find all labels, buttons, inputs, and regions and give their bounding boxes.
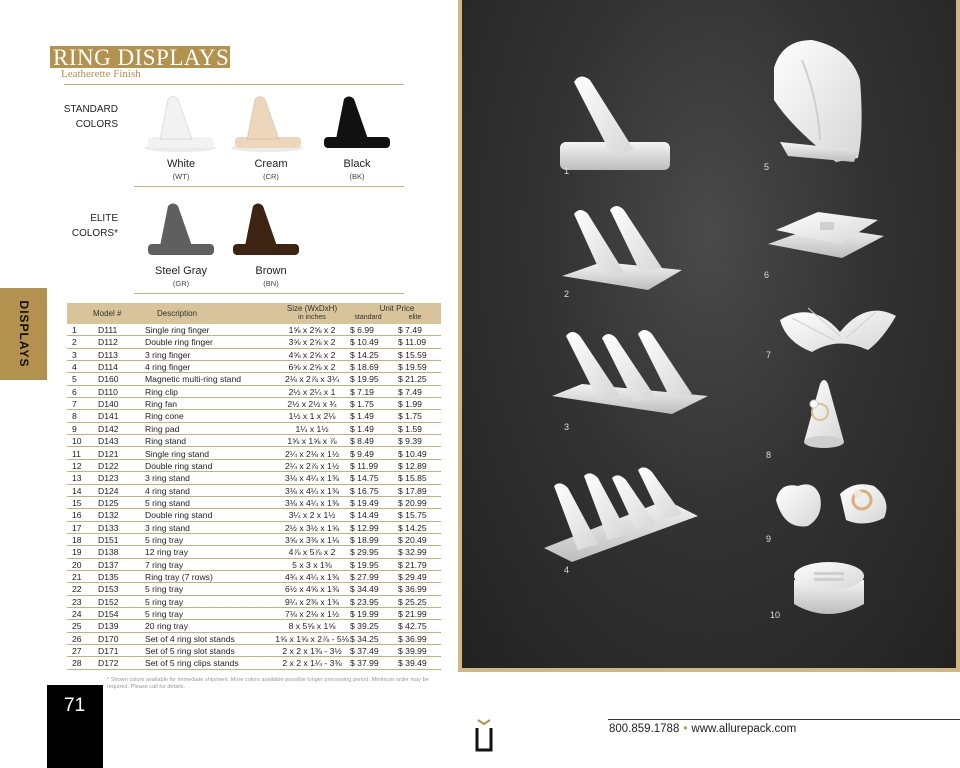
page-number: 71 <box>64 695 86 716</box>
price-standard: $ 14.49 <box>350 510 379 521</box>
price-standard: $ 19.99 <box>350 609 379 620</box>
description: 4 ring stand <box>145 485 190 496</box>
photo-label-5: 5 <box>764 162 770 172</box>
table-header <box>67 303 441 324</box>
price-elite: $ 1.99 <box>398 399 422 410</box>
price-standard: $ 1.49 <box>350 411 374 422</box>
size: 2¼ x 2⅛ x 1½ <box>285 448 339 459</box>
product-double-ring-finger <box>562 206 682 290</box>
model-number: D138 <box>98 547 119 558</box>
price-standard: $ 23.95 <box>350 596 379 607</box>
row-number: 15 <box>72 497 82 508</box>
row-number: 11 <box>72 448 81 459</box>
size: 7⅛ x 2⅛ x 1½ <box>285 609 339 620</box>
price-standard: $ 10.49 <box>350 337 379 348</box>
table-row <box>67 423 441 435</box>
product-ring-stand <box>840 484 886 523</box>
swatch-code-brown: (BN) <box>263 279 279 288</box>
price-standard: $ 9.49 <box>350 448 374 459</box>
model-number: D140 <box>98 399 119 410</box>
footer-contact <box>609 723 796 735</box>
row-number: 4 <box>72 362 77 373</box>
price-standard: $ 19.95 <box>350 374 379 385</box>
size: 2 x 2 x 1¼ - 3⅜ <box>282 658 342 669</box>
size: 8 x 5⅝ x 1⅝ <box>288 621 336 632</box>
table-row <box>67 485 441 497</box>
size: 1⅝ x 1⅝ x ⅞ <box>287 436 337 447</box>
price-elite: $ 20.99 <box>398 497 427 508</box>
table-row <box>67 324 441 336</box>
price-elite: $ 11.09 <box>398 337 427 348</box>
size: 2 x 2 x 1⅜ - 3½ <box>282 646 342 657</box>
price-standard: $ 34.49 <box>350 584 379 595</box>
size: 4¾ x 4¼ x 1⅜ <box>285 572 339 582</box>
row-number: 9 <box>72 423 77 434</box>
price-standard: $ 29.95 <box>350 547 379 558</box>
swatch-name-white: White <box>166 158 196 170</box>
table-row <box>67 472 441 484</box>
row-number: 25 <box>72 621 82 632</box>
row-number: 2 <box>72 337 77 348</box>
swatch-white <box>140 95 220 155</box>
size: 9¼ x 2⅜ x 1⅜ <box>285 596 339 607</box>
page-number-box <box>47 685 103 768</box>
product-3-ring-finger <box>552 330 708 414</box>
table-row <box>67 633 441 645</box>
size: 3⅝ x 2⅝ x 2 <box>288 337 336 348</box>
header-model: Model # <box>93 309 122 318</box>
description: Set of 5 ring slot stands <box>145 646 235 657</box>
price-standard: $ 34.25 <box>350 633 379 644</box>
size: 1⅝ x 1⅝ x 2⅞ - 5⅛ <box>275 633 349 644</box>
price-standard: $ 27.99 <box>350 572 379 582</box>
swatch-name-black: Black <box>343 158 371 170</box>
model-number: D123 <box>98 473 119 484</box>
swatch-cream <box>227 95 307 155</box>
model-number: D135 <box>98 572 119 582</box>
product-magnetic-multi-ring-stand <box>774 40 862 162</box>
description: Ring tray (7 rows) <box>145 572 213 582</box>
model-number: D114 <box>98 362 118 373</box>
price-standard: $ 1.75 <box>350 399 374 410</box>
swatch-name-steel-gray: Steel Gray <box>155 265 207 277</box>
table-row <box>67 361 441 373</box>
table-row <box>67 583 441 595</box>
model-number: D132 <box>98 510 119 521</box>
model-number: D141 <box>98 411 119 422</box>
row-number: 22 <box>72 584 82 595</box>
price-elite: $ 19.59 <box>398 362 427 373</box>
page-subtitle: Leatherette Finish <box>61 68 141 80</box>
price-elite: $ 12.89 <box>398 460 427 471</box>
price-elite: $ 7.49 <box>398 325 422 335</box>
header-size-unit: in inches <box>298 314 326 321</box>
product-single-ring-stand <box>794 562 864 614</box>
row-number: 12 <box>72 460 82 471</box>
description: 3 ring stand <box>145 473 190 484</box>
table-row <box>67 645 441 657</box>
description: 5 ring stand <box>145 497 190 508</box>
price-elite: $ 1.59 <box>398 423 422 434</box>
price-standard: $ 6.99 <box>350 325 374 335</box>
price-standard: $ 39.25 <box>350 621 379 632</box>
row-number: 23 <box>72 596 82 607</box>
price-elite: $ 21.25 <box>398 374 427 385</box>
model-number: D125 <box>98 497 119 508</box>
table-row <box>67 349 441 361</box>
swatch-name-cream: Cream <box>254 158 288 170</box>
description: Ring stand <box>145 436 187 447</box>
size: 5 x 3 x 1⅜ <box>292 559 332 570</box>
price-standard: $ 8.49 <box>350 436 374 447</box>
header-standard: standard <box>354 314 382 321</box>
price-elite: $ 21.99 <box>398 609 427 620</box>
size: 3⅛ x 4¼ x 1⅜ <box>285 473 339 484</box>
row-number: 6 <box>72 386 77 397</box>
price-elite: $ 29.49 <box>398 572 427 582</box>
price-standard: $ 37.49 <box>350 646 379 657</box>
price-standard: $ 16.75 <box>350 485 379 496</box>
size: 2½ x 2¼ x 1 <box>288 386 336 397</box>
model-number: D121 <box>98 448 119 459</box>
product-photo-frame <box>458 0 960 672</box>
product-4-ring-finger <box>544 467 698 562</box>
model-number: D137 <box>98 559 119 570</box>
model-number: D171 <box>98 646 119 657</box>
description: Single ring finger <box>145 325 210 335</box>
row-number: 21 <box>72 572 82 582</box>
swatch-steel-gray <box>140 202 220 262</box>
table-row <box>67 596 441 608</box>
divider <box>64 84 404 85</box>
model-number: D142 <box>98 423 119 434</box>
description: 5 ring tray <box>145 534 184 545</box>
description: 4 ring finger <box>145 362 191 373</box>
description: 3 ring finger <box>145 349 191 360</box>
size: 2¼ x 2⅞ x 1½ <box>285 460 339 471</box>
model-number: D172 <box>98 658 119 669</box>
divider <box>134 293 404 294</box>
size: 4⅝ x 2⅝ x 2 <box>288 349 336 360</box>
table-row <box>67 620 441 632</box>
row-number: 10 <box>72 436 82 447</box>
price-elite: $ 25.25 <box>398 596 427 607</box>
row-number: 28 <box>72 658 82 669</box>
size: 1⅝ x 2⅝ x 2 <box>288 325 336 335</box>
model-number: D122 <box>98 460 119 471</box>
row-number: 7 <box>72 399 77 410</box>
row-number: 20 <box>72 559 82 570</box>
product-single-ring-finger <box>560 76 670 170</box>
model-number: D170 <box>98 633 119 644</box>
price-standard: $ 7.19 <box>350 386 374 397</box>
photo-label-9: 9 <box>766 534 772 544</box>
price-standard: $ 18.69 <box>350 362 379 373</box>
table-row <box>67 435 441 447</box>
table-row <box>67 608 441 620</box>
description: 3 ring stand <box>145 522 190 533</box>
table-row <box>67 657 441 669</box>
description: Ring cone <box>145 411 184 422</box>
size: 3⅝ x 3⅜ x 1⅛ <box>285 534 339 545</box>
header-elite: elite <box>408 314 422 321</box>
section-tab-label: DISPLAYS <box>17 300 31 368</box>
title-bar <box>50 46 230 68</box>
table-row <box>67 571 441 583</box>
row-number: 1 <box>72 325 77 335</box>
size: 3¼ x 2 x 1½ <box>288 510 336 521</box>
price-elite: $ 15.75 <box>398 510 427 521</box>
price-standard: $ 11.99 <box>350 460 379 471</box>
model-number: D112 <box>98 337 118 348</box>
price-elite: $ 21.79 <box>398 559 427 570</box>
row-number: 14 <box>72 485 82 496</box>
price-elite: $ 20.49 <box>398 534 427 545</box>
description: 7 ring tray <box>145 559 184 570</box>
photo-label-8: 8 <box>766 450 772 460</box>
model-number: D139 <box>98 621 119 632</box>
model-number: D154 <box>98 609 119 620</box>
price-elite: $ 36.99 <box>398 584 427 595</box>
row-number: 3 <box>72 349 77 360</box>
price-elite: $ 32.99 <box>398 547 427 558</box>
model-number: D153 <box>98 584 119 595</box>
photo-label-7: 7 <box>766 350 772 360</box>
size: 1¼ x 1½ <box>295 423 329 434</box>
size: 2⅛ x 2⅞ x 3¼ <box>285 374 339 385</box>
row-number: 19 <box>72 547 82 558</box>
description: Ring clip <box>145 386 178 397</box>
footnote: * Shown colors available for immediate shipment. More colors available possible longer processing period. Minimum order may be required. Please call for details. <box>107 677 429 690</box>
price-elite: $ 14.25 <box>398 522 427 533</box>
footer-rule <box>608 719 960 720</box>
price-elite: $ 9.39 <box>398 436 422 447</box>
price-elite: $ 1.75 <box>398 411 422 422</box>
table-row <box>67 410 441 422</box>
product-ring-pad <box>776 484 821 526</box>
section-tab <box>0 288 47 380</box>
brand-logo <box>472 718 496 752</box>
elite-colors-label: ELITE COLORS* <box>71 213 118 239</box>
photo-label-6: 6 <box>764 270 770 280</box>
table-row <box>67 546 441 558</box>
model-number: D110 <box>98 386 118 397</box>
table-row <box>67 373 441 385</box>
table-row <box>67 386 441 398</box>
swatch-code-cream: (CR) <box>263 172 279 181</box>
description: Double ring stand <box>145 510 213 521</box>
photo-label-3: 3 <box>564 422 570 432</box>
price-elite: $ 42.75 <box>398 621 427 632</box>
description: Double ring finger <box>145 337 213 348</box>
row-number: 13 <box>72 473 82 484</box>
row-number: 27 <box>72 646 82 657</box>
size: 6⅝ x 2⅝ x 2 <box>288 362 336 373</box>
swatch-code-steel-gray: (GR) <box>172 279 190 288</box>
price-elite: $ 10.49 <box>398 448 427 459</box>
size: 2½ x 3½ x 1⅝ <box>285 522 339 533</box>
table-row <box>67 559 441 571</box>
price-standard: $ 14.75 <box>350 473 379 484</box>
description: Magnetic multi-ring stand <box>145 374 242 385</box>
price-elite: $ 39.49 <box>398 658 427 669</box>
header-description: Description <box>157 309 198 318</box>
table-row <box>67 509 441 521</box>
footer-separator: • <box>683 723 688 735</box>
description: 20 ring tray <box>145 621 188 632</box>
product-ring-cone <box>804 380 844 448</box>
price-standard: $ 19.95 <box>350 559 379 570</box>
price-elite: $ 39.99 <box>398 646 427 657</box>
row-number: 26 <box>72 633 82 644</box>
table-row <box>67 336 441 348</box>
price-standard: $ 19.49 <box>350 497 379 508</box>
size: 4⅞ x 5⅞ x 2 <box>288 547 336 558</box>
swatch-black <box>316 95 396 155</box>
description: 5 ring tray <box>145 584 184 595</box>
size: 2½ x 2½ x ¾ <box>287 399 337 410</box>
swatch-brown <box>225 202 305 262</box>
table-row <box>67 398 441 410</box>
model-number: D151 <box>98 534 119 545</box>
table-row <box>67 448 441 460</box>
table-row <box>67 497 441 509</box>
divider <box>134 186 404 187</box>
photo-label-10: 10 <box>770 610 781 620</box>
row-number: 24 <box>72 609 82 620</box>
description: Set of 5 ring clips stands <box>145 658 239 669</box>
photo-label-1: 1 <box>564 166 570 176</box>
description: Ring pad <box>145 423 180 434</box>
row-number: 18 <box>72 534 82 545</box>
price-elite: $ 36.99 <box>398 633 427 644</box>
model-number: D133 <box>98 522 119 533</box>
model-number: D111 <box>98 325 118 335</box>
product-photo <box>462 0 956 668</box>
price-elite: $ 17.89 <box>398 485 427 496</box>
price-standard: $ 18.99 <box>350 534 379 545</box>
product-ring-clip <box>768 212 884 258</box>
price-elite: $ 7.49 <box>398 386 422 397</box>
product-ring-fan <box>780 308 896 352</box>
table-row <box>67 534 441 546</box>
photo-label-2: 2 <box>564 289 570 299</box>
size: 3⅛ x 4¼ x 1⅜ <box>285 497 339 508</box>
row-number: 16 <box>72 510 82 521</box>
size: 3⅛ x 4¼ x 1⅜ <box>285 485 339 496</box>
model-number: D160 <box>98 374 119 385</box>
table-row <box>67 522 441 534</box>
footer-website: www.allurepack.com <box>691 723 797 735</box>
price-standard: $ 37.99 <box>350 658 379 669</box>
description: Ring fan <box>145 399 178 410</box>
photo-label-4: 4 <box>564 565 570 575</box>
price-elite: $ 15.85 <box>398 473 427 484</box>
description: 5 ring tray <box>145 609 184 620</box>
description: Single ring stand <box>145 448 210 459</box>
row-number: 17 <box>72 522 82 533</box>
size: 1½ x 1 x 2⅛ <box>288 411 336 422</box>
price-elite: $ 15.59 <box>398 349 427 360</box>
standard-colors-label: STANDARD COLORS <box>63 104 118 130</box>
model-number: D113 <box>98 349 118 360</box>
model-number: D152 <box>98 596 119 607</box>
swatch-code-white: (WT) <box>172 172 190 181</box>
price-standard: $ 12.99 <box>350 522 379 533</box>
header-size: Size (WxDxH) <box>286 304 338 313</box>
size: 6½ x 4⅝ x 1⅜ <box>285 584 339 595</box>
price-standard: $ 14.25 <box>350 349 379 360</box>
description: 12 ring tray <box>145 547 188 558</box>
model-number: D143 <box>98 436 119 447</box>
table-row <box>67 460 441 472</box>
row-number: 8 <box>72 411 77 422</box>
swatch-name-brown: Brown <box>255 265 287 277</box>
description: 5 ring tray <box>145 596 184 607</box>
footer-phone: 800.859.1788 <box>609 723 680 735</box>
price-standard: $ 1.49 <box>350 423 374 434</box>
model-number: D124 <box>98 485 119 496</box>
row-number: 5 <box>72 374 77 385</box>
header-unit-price: Unit Price <box>379 304 415 313</box>
description: Set of 4 ring slot stands <box>145 633 235 644</box>
page-title: RING DISPLAYS <box>53 45 230 70</box>
description: Double ring stand <box>145 460 213 471</box>
swatch-code-black: (BK) <box>349 172 365 181</box>
